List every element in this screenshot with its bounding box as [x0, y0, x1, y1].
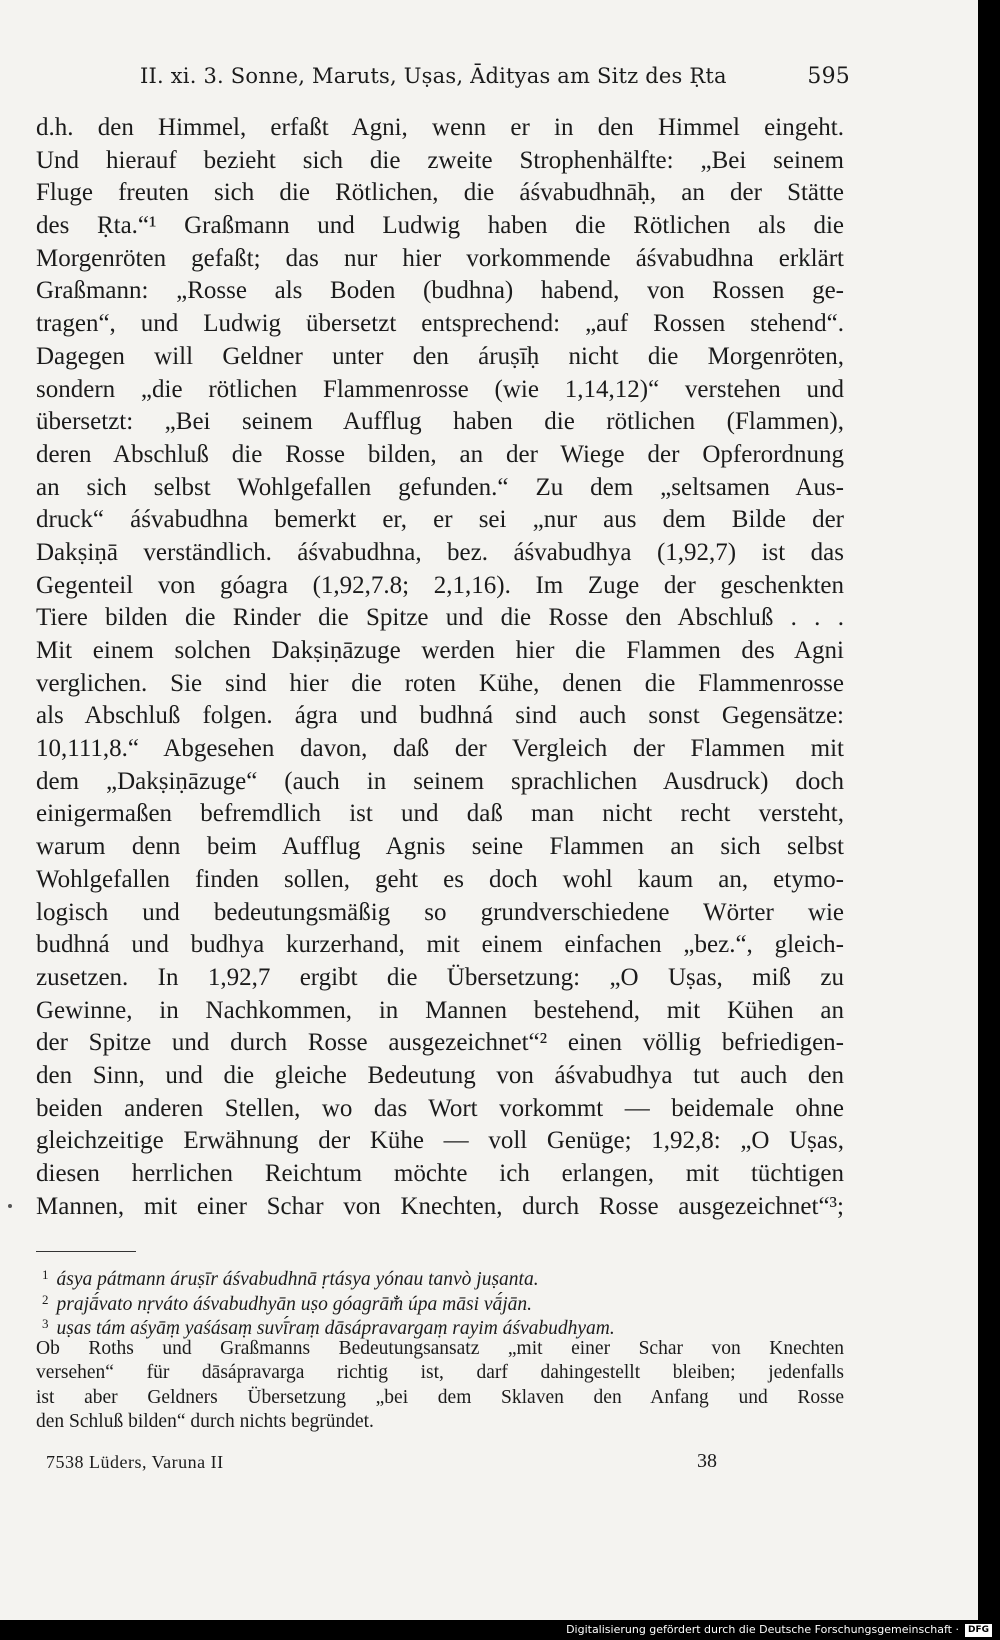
body-line: Wohlgefallen finden sollen, geht es doch wohl kaum an, etymo-: [36, 865, 844, 893]
body-line: Morgenröten gefaßt; das nur hier vorkommende áśvabudhna erklärt: [36, 244, 844, 272]
body-line: d.h. den Himmel, erfaßt Agni, wenn er in den Himmel eingeht.: [36, 114, 844, 141]
running-head: [140, 64, 850, 88]
body-line: Mit einem solchen Dakṣiṇāzuge werden hier die Flammen des Agni: [36, 637, 844, 664]
body-line: Tiere bilden die Rinder die Spitze und die Rosse den Abschluß . . .: [36, 604, 844, 632]
body-line: Dagegen will Geldner unter den áruṣīḥ nicht die Morgenröten,: [36, 342, 844, 370]
body-line: gleichzeitige Erwähnung der Kühe — voll Genüge; 1,92,8: „O Uṣas,: [36, 1127, 844, 1155]
body-line: deren Abschluß die Rosse bilden, an der Wiege der Opferordnung: [36, 440, 844, 468]
body-line: zusetzen. In 1,92,7 ergibt die Übersetzung: „O Uṣas, miß zu: [36, 963, 844, 991]
footnote-3: [36, 1312, 844, 1337]
body-line: diesen herrlichen Reichtum möchte ich erlangen, mit tüchtigen: [36, 1160, 844, 1187]
body-line: der Spitze und durch Rosse ausgezeichnet“² einen völlig befriedigen-: [36, 1029, 844, 1057]
body-line: warum denn beim Aufflug Agnis seine Flammen an sich selbst: [36, 833, 844, 861]
body-line: Und hierauf bezieht sich die zweite Strophenhälfte: „Bei seinem: [36, 146, 844, 174]
body-line: Gewinne, in Nachkommen, in Mannen bestehend, mit Kühen an: [36, 996, 844, 1024]
footnote-marker: 3: [42, 1316, 49, 1331]
body-line: verglichen. Sie sind hier die roten Kühe, denen die Flammenrosse: [36, 669, 844, 697]
footnote-divider: [36, 1251, 136, 1252]
body-line: Graßmann: „Rosse als Boden (budhna) habend, von Rossen ge-: [36, 277, 844, 305]
footnote-1: [36, 1263, 844, 1288]
body-text: [36, 112, 844, 1223]
page-number: 595: [807, 64, 850, 89]
credit-text: Digitalisierung gefördert durch die Deutsche Forschungsgemeinschaft ·: [566, 1623, 959, 1636]
printer-signature: 7538 Lüders, Varuna II: [46, 1452, 224, 1472]
footnote-continuation-line: den Schluß bilden“ durch nichts begründet.: [36, 1411, 374, 1432]
body-line: beiden anderen Stellen, wo das Wort vorkommt — beidemale ohne: [36, 1094, 844, 1122]
footnotes: [36, 1263, 844, 1435]
body-line: Fluge freuten sich die Rötlichen, die áśvabudhnāḥ, an der Stätte: [36, 179, 844, 207]
body-line: als Abschluß folgen. ágra und budhná sind auch sonst Gegensätze:: [36, 702, 844, 730]
footnote-continuation-line: Ob Roths und Graßmanns Bedeutungsansatz „mit einer Schar von Knechten: [36, 1337, 844, 1359]
body-line: dem „Dakṣiṇāzuge“ (auch in seinem sprachlichen Ausdruck) doch: [36, 767, 844, 795]
footnote-text: uṣas tám aśyāṃ yaśásaṃ suvī́raṃ dāsápravargaṃ rayim áśvabudhyam.: [56, 1318, 615, 1339]
footnote-marker: 2: [42, 1291, 49, 1307]
body-line: 10,111,8.“ Abgesehen davon, daß der Vergleich der Flammen mit: [36, 735, 844, 763]
body-line: übersetzt: „Bei seinem Aufflug haben die rötlichen (Flammen),: [36, 408, 844, 436]
body-line: budhná und budhya kurzerhand, mit einem einfachen „bez.“, gleich-: [36, 931, 844, 959]
footnote-continuation-line: versehen“ für dāsápravarga richtig ist, darf dahingestellt bleiben; jedenfalls: [36, 1362, 844, 1383]
body-line: des Ṛta.“¹ Graßmann und Ludwig haben die Rötlichen als die: [36, 212, 844, 240]
body-line: einigermaßen befremdlich ist und daß man nicht recht versteht,: [36, 800, 844, 828]
body-line: an sich selbst Wohlgefallen gefunden.“ Zu dem „seltsamen Aus-: [36, 473, 844, 501]
body-line: Gegenteil von góagra (1,92,7.8; 2,1,16). Im Zuge der geschenkten: [36, 571, 844, 599]
footnote-text: prajā́vato nṛváto áśvabudhyān uṣo góagrām̐ úpa māsi vā́jān.: [56, 1293, 533, 1315]
footnote-2: [36, 1288, 844, 1313]
dfg-logo: DFG: [965, 1624, 992, 1637]
body-line: den Sinn, und die gleiche Bedeutung von áśvabudhya tut auch den: [36, 1061, 844, 1089]
scan-speck: [8, 1204, 12, 1208]
body-line: tragen“, und Ludwig übersetzt entsprechend: „auf Rossen stehend“.: [36, 310, 844, 338]
footnote-text: ásya pátmann áruṣīr áśvabudhnā ṛtásya yónau tanvò juṣanta.: [56, 1269, 539, 1290]
sheet-number: 38: [697, 1450, 717, 1472]
footnote-continuation-line: ist aber Geldners Übersetzung „bei dem Sklaven den Anfang und Rosse: [36, 1386, 844, 1408]
footnote-marker: 1: [42, 1267, 49, 1282]
body-line: druck“ áśvabudhna bemerkt er, er sei „nur aus dem Bilde der: [36, 506, 844, 534]
running-title: II. xi. 3. Sonne, Maruts, Uṣas, Ādityas am Sitz des Ṛta: [140, 64, 727, 88]
body-line: sondern „die rötlichen Flammenrosse (wie 1,14,12)“ verstehen und: [36, 375, 844, 403]
body-line: Mannen, mit einer Schar von Knechten, durch Rosse ausgezeichnet“³;: [36, 1192, 844, 1220]
digitization-credit-bar: [0, 1620, 1000, 1640]
body-line: Dakṣiṇā verständlich. áśvabudhna, bez. áśvabudhya (1,92,7) ist das: [36, 538, 844, 566]
body-line: logisch und bedeutungsmäßig so grundverschiedene Wörter wie: [36, 898, 844, 926]
